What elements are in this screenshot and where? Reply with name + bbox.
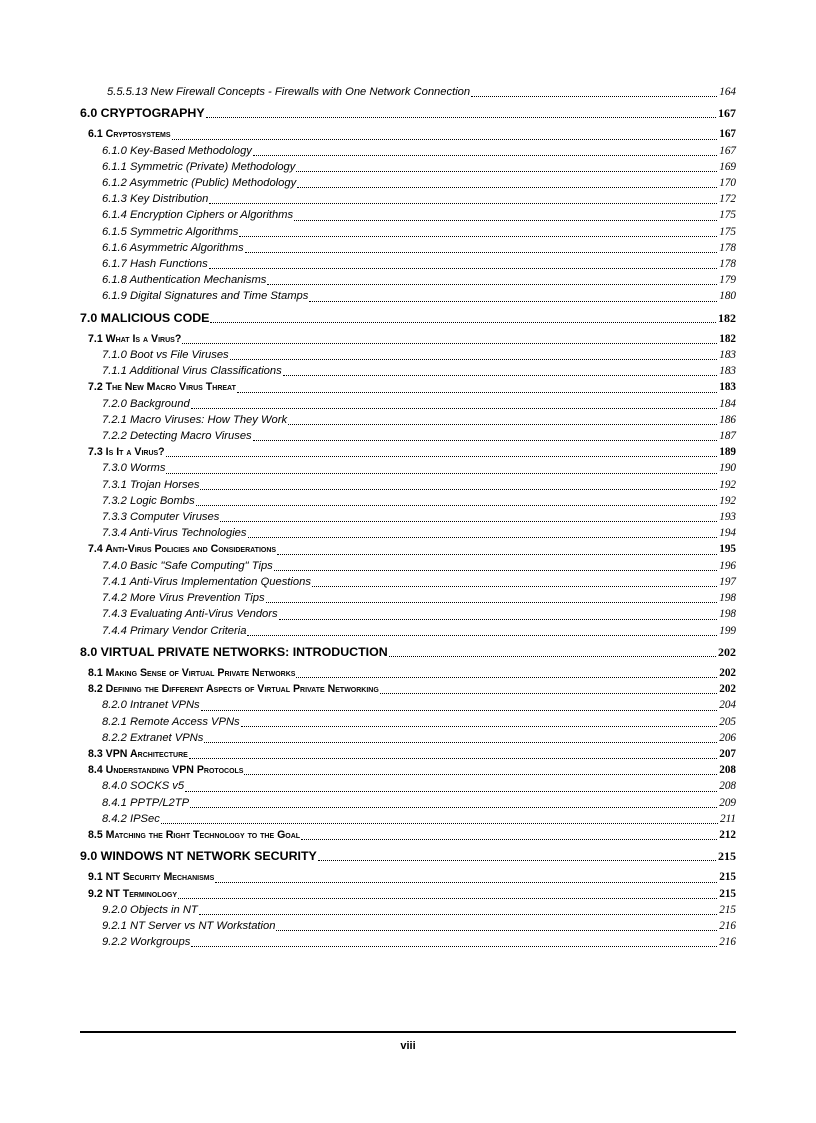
toc-entry[interactable] [80,428,736,444]
toc-entry-page: 206 [719,731,736,744]
toc-entry[interactable] [80,795,736,811]
dot-leader [199,914,717,915]
toc-entry-title: 8.4.2 IPSec [102,812,160,825]
toc-entry-page: 211 [720,812,736,825]
page-number: viii [400,1040,416,1052]
toc-entry-title: 6.1.8 Authentication Mechanisms [102,274,267,287]
toc-entry-title: 9.2.1 NT Server vs NT Workstation [102,919,276,932]
dot-leader [185,791,717,792]
toc-entry[interactable] [80,827,736,843]
dot-leader [172,139,718,140]
toc-entry-title: 7.3.4 Anti-Virus Technologies [102,527,247,540]
toc-entry-page: 183 [719,381,736,394]
toc-entry[interactable] [80,256,736,272]
toc-entry-page: 205 [719,715,736,728]
dot-leader [210,322,716,323]
toc-entry[interactable] [80,224,736,240]
toc-entry-page: 204 [719,699,736,712]
toc-entry-title: 9.2.0 Objects in NT [102,903,198,916]
toc-entry-page: 212 [719,828,736,841]
toc-entry[interactable] [80,606,736,622]
toc-entry[interactable] [80,644,736,660]
toc-entry-page: 194 [719,527,736,540]
dot-leader [253,440,718,441]
toc-entry-title: 7.4.3 Evaluating Anti-Virus Vendors [102,608,278,621]
toc-entry-title: 6.1.9 Digital Signatures and Time Stamps [102,290,309,303]
toc-entry-page: 189 [719,446,736,459]
toc-entry-page: 187 [719,430,736,443]
toc-entry-page: 179 [719,274,736,287]
toc-entry-title: 6.1.7 Hash Functions [102,258,208,271]
toc-entry[interactable] [80,509,736,525]
dot-leader [182,343,717,344]
dot-leader [215,882,717,883]
toc-entry-title: 6.1.3 Key Distribution [102,193,209,206]
dot-leader [189,758,717,759]
dot-leader [296,677,717,678]
dot-leader [301,839,717,840]
toc-entry-page: 193 [719,511,736,524]
toc-entry-page: 172 [719,193,736,206]
dot-leader [204,742,717,743]
dot-leader [201,710,718,711]
toc-entry-title: 7.4.0 Basic "Safe Computing" Tips [102,559,273,572]
dot-leader [297,187,717,188]
toc-entry-title: 7.3.3 Computer Viruses [102,511,220,524]
dot-leader [274,570,717,571]
toc-entry-title: 7.3.0 Worms [102,462,166,475]
toc-entry[interactable] [80,730,736,746]
toc-entry[interactable] [80,848,736,864]
dot-leader [230,359,718,360]
dot-leader [191,408,718,409]
toc-entry-page: 195 [719,543,736,556]
dot-leader [244,774,717,775]
dot-leader [279,619,718,620]
toc-entry-page: 215 [718,849,736,864]
toc-entry-title: 6.1.6 Asymmetric Algorithms [102,241,244,254]
toc-entry-title: 7.2.0 Background [102,397,190,410]
toc-entry-page: 175 [719,225,736,238]
toc-entry[interactable] [80,541,736,557]
dot-leader [318,860,716,861]
toc-entry[interactable] [80,918,736,934]
toc-entry-page: 170 [719,177,736,190]
toc-entry-page: 216 [719,936,736,949]
toc-entry-page: 182 [719,332,736,345]
dot-leader [166,473,717,474]
toc-entry-page: 180 [719,290,736,303]
toc-entry[interactable] [80,126,736,142]
toc-entry-title: 9.0 WINDOWS NT NETWORK SECURITY [80,849,317,864]
toc-entry[interactable] [80,934,736,950]
toc-entry-title: 6.1.4 Encryption Ciphers or Algorithms [102,209,294,222]
toc-entry[interactable] [80,762,736,778]
toc-entry[interactable] [80,363,736,379]
dot-leader [294,220,717,221]
toc-entry-title: 9.2.2 Workgroups [102,936,191,949]
toc-entry[interactable] [80,331,736,347]
toc-entry-page: 183 [719,349,736,362]
toc-entry[interactable] [80,811,736,827]
dot-leader [389,656,716,657]
toc-entry[interactable] [80,714,736,730]
toc-entry-title: 7.4.1 Anti-Virus Implementation Questions [102,575,311,588]
toc-entry-page: 169 [719,160,736,173]
toc-entry-title: 7.3.1 Trojan Horses [102,478,200,491]
toc-entry-page: 215 [719,887,736,900]
toc-entry[interactable] [80,379,736,395]
toc-entry[interactable] [80,159,736,175]
dot-leader [276,930,717,931]
toc-entry-page: 167 [719,144,736,157]
dot-leader [200,489,717,490]
toc-entry-page: 202 [719,683,736,696]
toc-entry[interactable] [80,886,736,902]
toc-entry-page: 167 [719,128,736,141]
dot-leader [266,602,718,603]
toc-entry-page: 198 [719,592,736,605]
toc-entry[interactable] [80,207,736,223]
toc-entry[interactable] [80,143,736,159]
dot-leader [191,946,717,947]
toc-entry[interactable] [80,175,736,191]
toc-entry-title: 6.1.2 Asymmetric (Public) Methodology [102,177,297,190]
toc-entry[interactable] [80,746,736,762]
toc-entry[interactable] [80,665,736,681]
toc-entry-title: 8.4 Understanding VPN Protocols [88,764,244,777]
toc-entry-title: 7.3.2 Logic Bombs [102,494,195,507]
toc-entry-title: 8.4.0 SOCKS v5 [102,780,185,793]
toc-entry[interactable] [80,574,736,590]
toc-entry[interactable] [80,697,736,713]
toc-entry[interactable] [80,288,736,304]
toc-entry[interactable] [80,558,736,574]
toc-entry-title: 7.1.0 Boot vs File Viruses [102,349,229,362]
toc-entry-title: 8.5 Matching the Right Technology to the Goal [88,828,301,841]
toc-entry-title: 7.0 MALICIOUS CODE [80,310,210,325]
toc-entry-page: 199 [719,624,736,637]
toc-entry-title: 8.2.0 Intranet VPNs [102,699,200,712]
dot-leader [239,236,717,237]
dot-leader [288,424,717,425]
dot-leader [312,586,717,587]
dot-leader [166,456,718,457]
toc-entry-page: 198 [719,608,736,621]
toc-entry[interactable] [80,778,736,794]
toc-entry-page: 178 [719,241,736,254]
toc-entry-title: 8.2 Defining the Different Aspects of Virtual Private Networking [88,683,379,696]
toc-entry[interactable] [80,444,736,460]
dot-leader [241,726,718,727]
toc-entry-title: 8.2.1 Remote Access VPNs [102,715,240,728]
toc-entry-page: 208 [719,764,736,777]
toc-entry-page: 178 [719,258,736,271]
dot-leader [206,117,716,118]
toc-entry-page: 192 [719,494,736,507]
toc-entry[interactable] [80,272,736,288]
toc-entry-page: 215 [719,903,736,916]
toc-entry[interactable] [80,191,736,207]
toc-entry-page: 167 [718,106,736,121]
toc-entry[interactable] [80,347,736,363]
dot-leader [283,375,718,376]
toc-entry-title: 7.2 The New Macro Virus Threat [88,381,236,394]
toc-entry[interactable] [80,460,736,476]
toc-entry-page: 186 [719,413,736,426]
toc-entry-title: 6.1.5 Symmetric Algorithms [102,225,239,238]
dot-leader [267,284,717,285]
toc-entry-page: 182 [718,310,736,325]
toc-entry-title: 6.1.0 Key-Based Methodology [102,144,252,157]
dot-leader [161,823,718,824]
toc-entry-title: 7.1.1 Additional Virus Classifications [102,365,282,378]
toc-entry[interactable] [80,105,736,121]
dot-leader [247,635,717,636]
dot-leader [209,268,718,269]
table-of-contents [80,84,736,950]
toc-entry[interactable] [80,525,736,541]
toc-entry-title: 9.2 NT Terminology [88,887,178,900]
toc-entry-page: 202 [719,666,736,679]
toc-entry-page: 202 [718,644,736,659]
toc-entry-title: 7.3 Is It a Virus? [88,446,165,459]
toc-entry-page: 197 [719,575,736,588]
dot-leader [296,171,717,172]
toc-entry[interactable] [80,681,736,697]
dot-leader [248,537,718,538]
dot-leader [209,203,717,204]
dot-leader [190,807,717,808]
toc-entry-title: 8.4.1 PPTP/L2TP [102,796,190,809]
toc-entry-page: 175 [719,209,736,222]
toc-entry-page: 216 [719,919,736,932]
toc-entry-page: 183 [719,365,736,378]
dot-leader [380,693,717,694]
toc-entry-title: 6.0 CRYPTOGRAPHY [80,106,205,121]
toc-entry[interactable] [80,493,736,509]
toc-entry-title: 8.3 VPN Architecture [88,747,188,760]
dot-leader [309,301,717,302]
toc-entry[interactable] [80,477,736,493]
toc-entry-title: 7.2.2 Detecting Macro Viruses [102,430,252,443]
toc-entry[interactable] [80,869,736,885]
toc-entry-title: 7.4.4 Primary Vendor Criteria [102,624,247,637]
toc-entry-title: 9.1 NT Security Mechanisms [88,871,215,884]
toc-entry-title: 5.5.5.13 New Firewall Concepts - Firewalls with One Network Connection [107,86,471,98]
toc-entry-page: 209 [719,796,736,809]
toc-entry-page: 196 [719,559,736,572]
toc-entry-title: 8.0 VIRTUAL PRIVATE NETWORKS: INTRODUCTION [80,644,388,659]
toc-entry[interactable] [80,396,736,412]
toc-entry-page: 190 [719,462,736,475]
dot-leader [277,554,717,555]
toc-entry[interactable] [80,623,736,639]
dot-leader [237,392,717,393]
footer-rule [80,1031,736,1033]
toc-entry-page: 192 [719,478,736,491]
toc-entry[interactable] [80,84,736,100]
toc-entry[interactable] [80,412,736,428]
dot-leader [220,521,717,522]
toc-entry-page: 207 [719,747,736,760]
toc-entry-page: 164 [719,86,736,98]
toc-entry-page: 215 [719,871,736,884]
dot-leader [471,96,717,97]
toc-entry-title: 6.1.1 Symmetric (Private) Methodology [102,160,296,173]
toc-entry-page: 208 [719,780,736,793]
toc-entry-title: 8.2.2 Extranet VPNs [102,731,204,744]
toc-entry-page: 184 [719,397,736,410]
toc-entry-title: 6.1 Cryptosystems [88,128,171,141]
dot-leader [245,252,718,253]
toc-entry-title: 7.1 What Is a Virus? [88,332,182,345]
dot-leader [196,505,718,506]
toc-entry[interactable] [80,902,736,918]
toc-entry-title: 8.1 Making Sense of Virtual Private Networks [88,666,296,679]
toc-entry-title: 7.4.2 More Virus Prevention Tips [102,592,265,605]
toc-entry[interactable] [80,240,736,256]
toc-entry[interactable] [80,590,736,606]
toc-entry-title: 7.2.1 Macro Viruses: How They Work [102,413,288,426]
toc-entry[interactable] [80,310,736,326]
toc-entry-title: 7.4 Anti-Virus Policies and Considerations [88,543,277,556]
dot-leader [253,155,717,156]
dot-leader [178,898,717,899]
